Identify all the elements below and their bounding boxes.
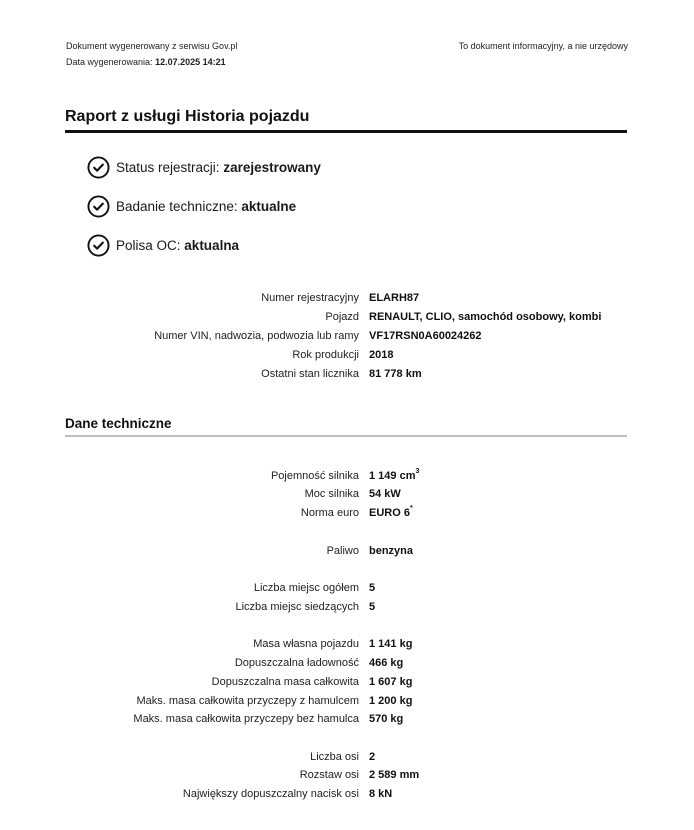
- field-value: RENAULT, CLIO, samochód osobowy, kombi: [369, 311, 602, 323]
- vehicle-row-vehicle: [0, 308, 694, 327]
- field-value: VF17RSN0A60024262: [369, 330, 482, 342]
- tech-row-seats-total: [0, 579, 694, 598]
- tech-row-axle-count: [0, 748, 694, 767]
- field-label: Dopuszczalna ładowność: [234, 657, 359, 669]
- document-header-left: [66, 38, 237, 70]
- field-value: [369, 467, 419, 486]
- disclaimer-text: To dokument informacyjny, a nie urzędowy: [458, 41, 628, 51]
- generation-date-label: Data wygenerowania:: [66, 57, 153, 67]
- status-value: aktualna: [184, 238, 240, 253]
- field-label: Numer rejestracyjny: [261, 292, 359, 304]
- vehicle-row-year: [0, 346, 694, 365]
- field-value: 1 607 kg: [369, 676, 413, 688]
- tech-row-gross-weight: [0, 673, 694, 692]
- field-value: ELARH87: [369, 292, 420, 304]
- check-circle-icon: [87, 156, 110, 179]
- tech-row-engine-power: [0, 485, 694, 504]
- field-label: Największy dopuszczalny nacisk osi: [182, 788, 359, 800]
- field-label: Moc silnika: [304, 488, 359, 500]
- field-label: Pojazd: [325, 311, 359, 323]
- status-registration: [87, 156, 321, 179]
- tech-row-trailer-unbraked: [0, 710, 694, 729]
- tech-row-payload: [0, 654, 694, 673]
- title-divider: [65, 130, 627, 133]
- vehicle-row-vin: [0, 327, 694, 346]
- field-value: 2: [369, 751, 376, 763]
- report-title: Raport z usługi Historia pojazdu: [65, 108, 310, 125]
- generation-date: [66, 54, 237, 70]
- field-value: benzyna: [369, 545, 414, 557]
- field-value: 1 200 kg: [369, 695, 413, 707]
- value-superscript: 3: [415, 468, 420, 475]
- status-label: Polisa OC:: [116, 238, 181, 253]
- field-label: Maks. masa całkowita przyczepy bez hamulca: [133, 713, 359, 725]
- field-label: Norma euro: [300, 507, 359, 519]
- status-label: Status rejestracji:: [116, 160, 220, 175]
- field-label: Rozstaw osi: [299, 769, 359, 781]
- field-value: 54 kW: [369, 488, 401, 500]
- field-value: 81 778 km: [369, 368, 422, 380]
- tech-row-curb-weight: [0, 635, 694, 654]
- check-circle-icon: [87, 195, 110, 218]
- field-label: Dopuszczalna masa całkowita: [211, 676, 359, 688]
- field-label: Liczba miejsc siedzących: [235, 601, 359, 613]
- tech-row-euro-norm: [0, 504, 694, 523]
- generation-date-value: 12.07.2025 14:21: [155, 57, 226, 67]
- status-inspection: [87, 195, 296, 218]
- field-value: 1 141 kg: [369, 638, 413, 650]
- field-label: Liczba miejsc ogółem: [253, 582, 359, 594]
- vehicle-row-registration: [0, 289, 694, 308]
- field-value: 5: [369, 601, 376, 613]
- tech-row-axle-load: [0, 785, 694, 804]
- field-value: 8 kN: [369, 788, 393, 800]
- field-value: 466 kg: [369, 657, 404, 669]
- value-superscript: *: [409, 505, 413, 512]
- tech-row-wheelbase: [0, 766, 694, 785]
- tech-row-trailer-braked: [0, 692, 694, 711]
- tech-row-fuel: [0, 542, 694, 561]
- status-value: aktualne: [241, 199, 297, 214]
- field-label: Masa własna pojazdu: [253, 638, 359, 650]
- field-value: 570 kg: [369, 713, 404, 725]
- field-value: [369, 504, 413, 523]
- field-value: 5: [369, 582, 376, 594]
- field-value: 2 589 mm: [369, 769, 420, 781]
- field-label: Rok produkcji: [292, 349, 359, 361]
- field-value: 2018: [369, 349, 394, 361]
- tech-row-engine-capacity: [0, 467, 694, 486]
- generated-from-text: Dokument wygenerowany z serwisu Gov.pl: [66, 41, 238, 51]
- vehicle-row-mileage: [0, 365, 694, 384]
- status-label: Badanie techniczne:: [116, 199, 238, 214]
- status-insurance: [87, 234, 239, 257]
- field-label: Liczba osi: [310, 751, 359, 763]
- section-divider: [65, 435, 627, 437]
- field-label: Paliwo: [326, 545, 359, 557]
- tech-row-seats-sitting: [0, 598, 694, 617]
- status-value: zarejestrowany: [223, 160, 321, 175]
- section-title-technical: Dane techniczne: [65, 416, 172, 431]
- field-label: Numer VIN, nadwozia, podwozia lub ramy: [154, 330, 359, 342]
- field-label: Maks. masa całkowita przyczepy z hamulcem: [136, 695, 359, 707]
- value-text: EURO 6: [369, 507, 410, 519]
- field-label: Pojemność silnika: [270, 470, 359, 482]
- field-label: Ostatni stan licznika: [261, 368, 359, 380]
- check-circle-icon: [87, 234, 110, 257]
- value-text: 1 149 cm: [369, 470, 416, 482]
